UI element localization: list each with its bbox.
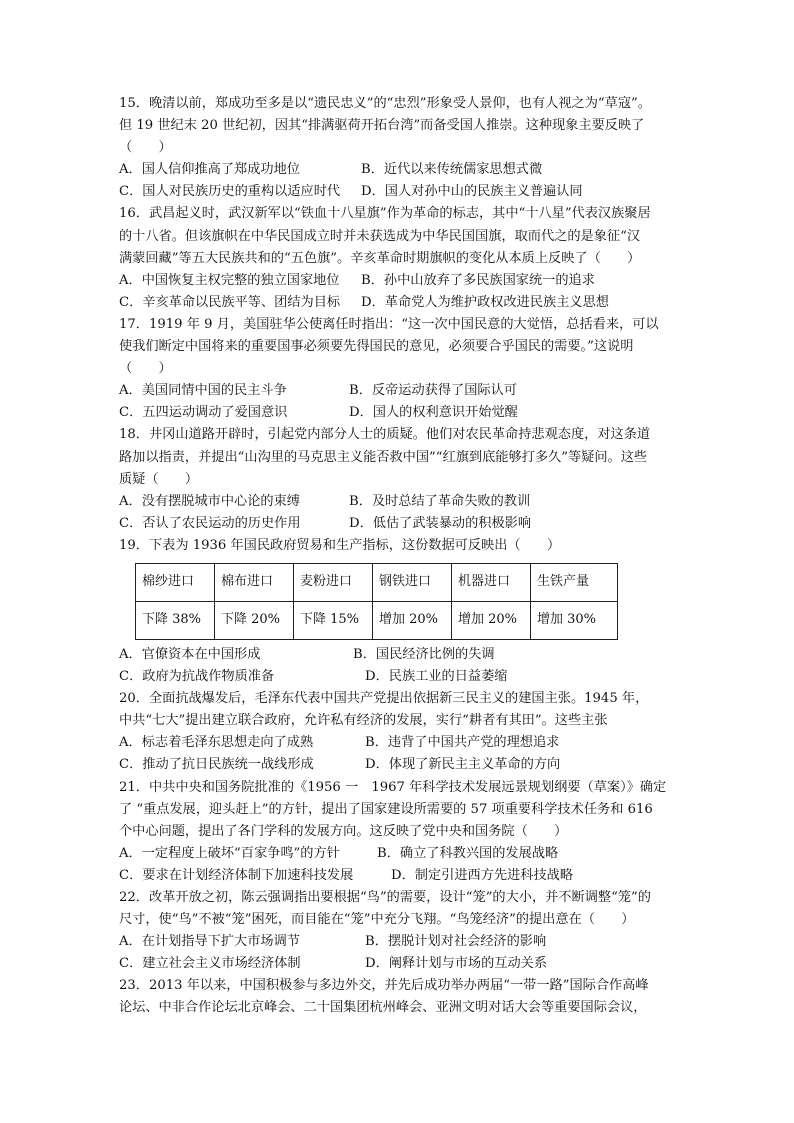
option-b[interactable]: B．确立了科教兴国的发展战略 (377, 845, 559, 861)
question-text: 个中心问题，提出了各门学科的发展方向。这反映了党中央和国务院（ ） (119, 823, 568, 839)
table-cell: 下降 20% (215, 601, 294, 639)
question-text: 论坛、中非合作论坛北京峰会、二十国集团杭州峰会、亚洲文明对话大会等重要国际会议， (119, 1000, 647, 1016)
option-c[interactable]: C．推动了抗日民族统一战线形成 (119, 757, 314, 773)
option-b[interactable]: B．违背了中国共产党的理想追求 (365, 735, 560, 751)
option-row (119, 953, 679, 975)
option-c[interactable]: C．否认了农民运动的历史作用 (119, 515, 301, 531)
option-a[interactable]: A．一定程度上破坏“百家争鸣”的方针 (119, 845, 340, 861)
option-row (119, 402, 679, 424)
option-d[interactable]: D．革命党人为维护政权改进民族主义思想 (361, 294, 609, 310)
question-23 (119, 975, 679, 1019)
option-c[interactable]: C．国人对民族历史的重构以适应时代 (119, 184, 341, 200)
option-row (119, 159, 679, 181)
option-row (119, 644, 679, 666)
table-row (136, 601, 618, 639)
option-c[interactable]: C．建立社会主义市场经济体制 (119, 956, 301, 972)
option-d[interactable]: D．低估了武装暴动的积极影响 (349, 515, 532, 531)
question-18 (119, 424, 679, 534)
option-d[interactable]: D．体现了新民主主义革命的方向 (365, 757, 561, 773)
question-22 (119, 887, 679, 975)
table-header-cell: 棉纱进口 (136, 563, 215, 601)
question-list (119, 93, 679, 1020)
question-text: 尺寸，使“鸟”不被“笼”困死，而目能在“笼”中充分飞翔。“鸟笼经济”的提出意在（ ） (119, 912, 635, 928)
option-c[interactable]: C．要求在计划经济体制下加速科技发展 (119, 867, 354, 883)
option-row (119, 666, 679, 688)
question-21 (119, 777, 679, 887)
table-header-row (136, 563, 618, 601)
option-c[interactable]: C．政府为抗战作物质准备 (119, 669, 275, 685)
option-row (119, 270, 679, 292)
option-row (119, 181, 679, 203)
question-text: 23．2013 年以来，中国积极参与多边外交，并先后成功举办两届“一带一路”国际合作高峰 (119, 978, 649, 994)
table-cell: 增加 20% (373, 601, 452, 639)
option-row (119, 491, 679, 513)
option-a[interactable]: A．中国恢复主权完整的独立国家地位 (119, 272, 340, 288)
question-text: 了 “重点发展，迎头赶上”的方针，提出了国家建设所需要的 57 项重要科学技术任务和 616 (119, 801, 653, 817)
question-text: 21．中共中央和国务院批准的《1956 一 1967 年科学技术发展远景规划纲要（草案）》确定 (119, 779, 667, 795)
question-text: 15．晚清以前，郑成功至多是以“遗民忠义”的“忠烈”形象受人景仰，也有人视之为“草寇”。 (119, 96, 651, 111)
option-b[interactable]: B．近代以来传统儒家思想式微 (361, 162, 543, 178)
table-header-cell: 麦粉进口 (294, 563, 373, 601)
option-a[interactable]: A．没有摆脱城市中心论的束缚 (119, 493, 300, 509)
trade-production-table (135, 563, 618, 640)
option-b[interactable]: B．及时总结了革命失败的教训 (349, 493, 531, 509)
question-text: 22．改革开放之初，陈云强调指出要根据“鸟”的需要，设计“笼”的大小，并不断调整“笼”的 (119, 890, 651, 905)
question-17 (119, 314, 679, 424)
option-d[interactable]: D．国人的权利意识开始觉醒 (349, 405, 518, 421)
option-a[interactable]: A．国人信仰推高了郑成功地位 (119, 162, 300, 178)
option-d[interactable]: D．制定引进西方先进科技战略 (391, 867, 574, 883)
question-20 (119, 688, 679, 776)
option-b[interactable]: B．孙中山放弃了多民族国家统一的追求 (361, 272, 595, 288)
option-a[interactable]: A．在计划指导下扩大市场调节 (119, 934, 300, 950)
table-cell: 增加 30% (531, 601, 618, 639)
option-a[interactable]: A．美国同情中国的民主斗争 (119, 383, 287, 399)
question-text: 19．下表为 1936 年国民政府贸易和生产指标，这份数据可反映出（ ） (119, 537, 561, 553)
question-text: 中共“七大”提出建立联合政府，允许私有经济的发展，实行“耕者有其田”。这些主张 (119, 713, 608, 729)
question-text: 满蒙回藏”等五大民族共和的“五色旗”。辛亥革命时期旗帜的变化从本质上反映了（ ） (119, 250, 641, 266)
option-b[interactable]: B．国民经济比例的失调 (353, 646, 495, 662)
option-row (119, 931, 679, 953)
question-text: 质疑（ ） (119, 471, 199, 487)
question-text: 20．全面抗战爆发后，毛泽东代表中国共产党提出依据新三民主义的建国主张。1945 年， (119, 691, 649, 707)
option-row (119, 380, 679, 402)
option-d[interactable]: D．国人对孙中山的民族主义普遍认同 (361, 184, 583, 200)
option-c[interactable]: C．五四运动调动了爱国意识 (119, 405, 288, 421)
answer-blank: （ ） (119, 140, 172, 156)
option-row (119, 843, 679, 865)
question-text: 的十八省。但该旗帜在中华民国成立时并未获选成为中华民国国旗，取而代之的是象征“汉 (119, 228, 641, 244)
table-header-cell: 棉布进口 (215, 563, 294, 601)
table-header-cell: 生铁产量 (531, 563, 618, 601)
option-b[interactable]: B．反帝运动获得了国际认可 (349, 383, 517, 399)
question-19 (119, 535, 679, 688)
option-a[interactable]: A．标志着毛泽东思想走向了成熟 (119, 735, 314, 751)
table-header-cell: 钢铁进口 (373, 563, 452, 601)
question-16 (119, 203, 679, 313)
option-row (119, 732, 679, 754)
answer-blank: （ ） (119, 361, 172, 377)
table-cell: 增加 20% (452, 601, 531, 639)
option-row (119, 292, 679, 314)
question-text: 但 19 世纪末 20 世纪初，因其“排满驱荷开拓台湾”而备受国人推崇。这种现象主要反映了 (119, 118, 645, 134)
option-c[interactable]: C．辛亥革命以民族平等、团结为目标 (119, 294, 341, 310)
table-cell: 下降 38% (136, 601, 215, 639)
table-cell: 下降 15% (294, 601, 373, 639)
question-text: 18．井冈山道路开辟时，引起党内部分人士的质疑。他们对农民革命持悲观态度，对这条道 (119, 427, 651, 443)
option-row (119, 754, 679, 776)
table-header-cell: 机器进口 (452, 563, 531, 601)
question-text: 16．武昌起义时，武汉新军以“铁血十八星旗”作为革命的标志，其中“十八星”代表汉族聚居 (119, 206, 651, 222)
option-d[interactable]: D．民族工业的日益萎缩 (365, 669, 508, 685)
question-text: 路加以指责，并提出“山沟里的马克思主义能否救中国”“红旗到底能够打多久”等疑问。这些 (119, 449, 648, 465)
option-row (119, 865, 679, 887)
option-b[interactable]: B．摆脱计划对社会经济的影响 (365, 934, 547, 950)
question-text: 17．1919 年 9 月，美国驻华公使离任时指出：“这一次中国民意的大觉悟，总括看来，可以 (119, 316, 659, 332)
question-text: 使我们断定中国将来的重要国事必须要先得国民的意见，必须要合乎国民的需要。”这说明 (119, 339, 634, 355)
option-a[interactable]: A．官僚资本在中国形成 (119, 646, 261, 662)
option-d[interactable]: D．阐释计划与市场的互动关系 (365, 956, 548, 972)
question-15 (119, 93, 679, 203)
option-row (119, 513, 679, 535)
